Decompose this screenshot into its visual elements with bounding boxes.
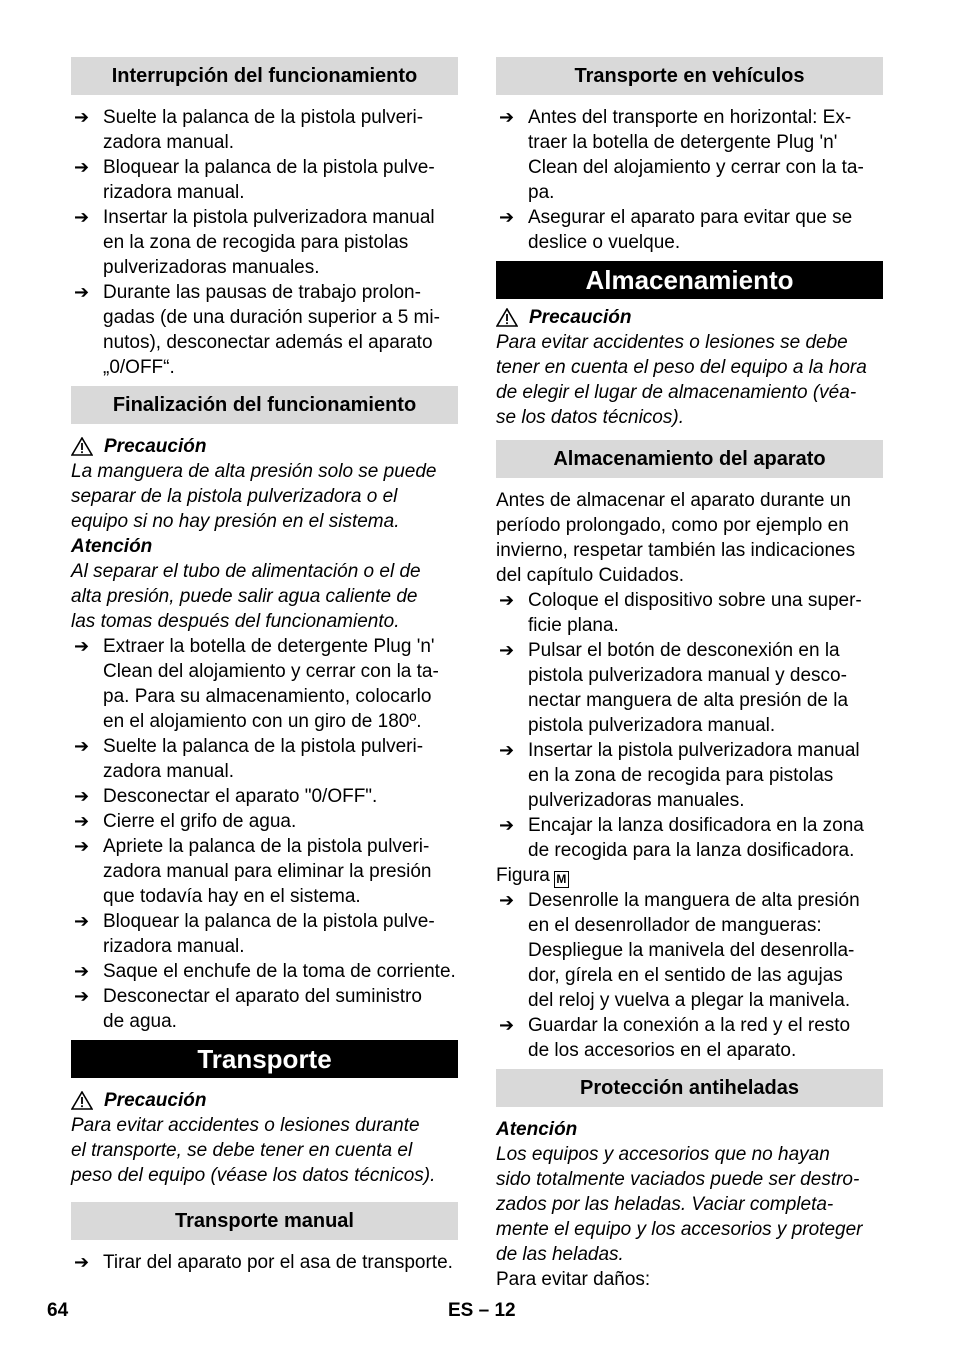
list-item-text: Extraer la botella de detergente Plug 'n' Clean del alojamiento y cerrar con la ta- pa. Para su almacenamiento, colocarlo en el alojamiento con un giro de 180º.	[103, 636, 439, 732]
caution-label: Precaución	[104, 436, 207, 457]
list-item-text: Antes del transporte en horizontal: Ex- traer la botella de detergente Plug 'n' Clean del alojamiento y cerrar con la ta- pa.	[528, 107, 864, 203]
list-item	[496, 205, 883, 255]
attention-text: Al separar el tubo de alimentación o el de alta presión, puede salir agua caliente de las tomas después del funcionamiento.	[71, 561, 421, 632]
attention-text: Los equipos y accesorios que no hayan sido totalmente vaciados puede ser destro- zados por las heladas. Vaciar completa- mente el equipo y los accesorios y proteger de las heladas.	[496, 1144, 863, 1265]
list-item	[71, 809, 458, 834]
right-column	[496, 57, 883, 1292]
caution-text: Para evitar accidentes o lesiones se debe tener en cuenta el peso del equipo a la hora de elegir el lugar de almacenamiento (véa- se los datos técnicos).	[496, 332, 867, 428]
warning-triangle-icon	[71, 437, 93, 456]
list-item-text: Desconectar el aparato "0/OFF".	[103, 786, 378, 807]
heading-almacenamiento: Almacenamiento	[496, 261, 883, 299]
arrow-right-icon: ➔	[499, 640, 515, 661]
list-item-text: Suelte la palanca de la pistola pulveri- zadora manual.	[103, 736, 424, 782]
list-item-text: Desconectar el aparato del suministro de agua.	[103, 986, 422, 1032]
arrow-right-icon: ➔	[74, 157, 90, 178]
figure-label: Figura	[496, 865, 550, 886]
list-item	[496, 1013, 883, 1063]
list-item	[496, 588, 883, 638]
list-item-text: Tirar del aparato por el asa de transporte.	[103, 1252, 453, 1273]
arrow-right-icon: ➔	[499, 590, 515, 611]
list-almacenamiento-b	[496, 888, 883, 1063]
list-item-text: Guardar la conexión a la red y el resto de los accesorios en el aparato.	[528, 1015, 851, 1061]
warning-triangle-icon	[71, 1091, 93, 1110]
heading-interrupcion: Interrupción del funcionamiento	[71, 57, 458, 95]
list-transporte-manual	[71, 1250, 458, 1275]
arrow-right-icon: ➔	[74, 986, 90, 1007]
list-item-text: Asegurar el aparato para evitar que se deslice o vuelque.	[528, 207, 853, 253]
arrow-right-icon: ➔	[74, 961, 90, 982]
arrow-right-icon: ➔	[499, 207, 515, 228]
caution-transporte	[71, 1088, 458, 1113]
list-item	[71, 1250, 458, 1275]
figure-reference	[496, 863, 883, 888]
attention-label: Atención	[71, 536, 153, 557]
caution-label: Precaución	[529, 307, 632, 328]
list-finalizacion	[71, 634, 458, 1034]
arrow-right-icon: ➔	[74, 207, 90, 228]
arrow-right-icon: ➔	[499, 107, 515, 128]
heading-transporte-manual: Transporte manual	[71, 1202, 458, 1240]
list-item-text: Encajar la lanza dosificadora en la zona de recogida para la lanza dosificadora.	[528, 815, 864, 861]
heading-transporte: Transporte	[71, 1040, 458, 1078]
heading-finalizacion: Finalización del funcionamiento	[71, 386, 458, 424]
arrow-right-icon: ➔	[74, 811, 90, 832]
warning-triangle-icon	[496, 308, 518, 327]
list-item	[71, 734, 458, 784]
list-transporte-vehiculos	[496, 105, 883, 255]
list-item	[496, 888, 883, 1013]
caution-text: La manguera de alta presión solo se puede separar de la pistola pulverizadora o el equipo si no hay presión en el sistema.	[71, 461, 437, 532]
language-page-number: ES – 12	[448, 1300, 516, 1321]
list-item-text: Insertar la pistola pulverizadora manual en la zona de recogida para pistolas pulverizadoras manuales.	[103, 207, 435, 278]
arrow-right-icon: ➔	[74, 1252, 90, 1273]
caution-finalizacion	[71, 434, 458, 459]
attention-label: Atención	[496, 1119, 578, 1140]
list-item-text: Apriete la palanca de la pistola pulveri- zadora manual para eliminar la presión que todavía hay en el sistema.	[103, 836, 432, 907]
heading-almacenamiento-aparato: Almacenamiento del aparato	[496, 440, 883, 478]
list-item	[71, 280, 458, 380]
page-number: 64	[47, 1300, 69, 1321]
list-item	[71, 909, 458, 959]
list-item-text: Insertar la pistola pulverizadora manual en la zona de recogida para pistolas pulverizadoras manuales.	[528, 740, 860, 811]
list-item	[496, 738, 883, 813]
list-interrupcion	[71, 105, 458, 380]
arrow-right-icon: ➔	[499, 1015, 515, 1036]
list-item-text: Bloquear la palanca de la pistola pulve- rizadora manual.	[103, 157, 435, 203]
arrow-right-icon: ➔	[74, 282, 90, 303]
figure-letter: M	[554, 871, 569, 888]
arrow-right-icon: ➔	[499, 815, 515, 836]
list-item-text: Saque el enchufe de la toma de corriente.	[103, 961, 456, 982]
left-column	[71, 57, 458, 1275]
list-item-text: Coloque el dispositivo sobre una super- ficie plana.	[528, 590, 862, 636]
list-item-text: Suelte la palanca de la pistola pulveri- zadora manual.	[103, 107, 424, 153]
list-item	[496, 813, 883, 863]
arrow-right-icon: ➔	[74, 636, 90, 657]
arrow-right-icon: ➔	[499, 740, 515, 761]
list-item	[496, 105, 883, 205]
list-item	[71, 205, 458, 280]
list-item	[71, 959, 458, 984]
after-text: Para evitar daños:	[496, 1269, 651, 1290]
list-item	[496, 638, 883, 738]
list-item	[71, 784, 458, 809]
caution-almacenamiento	[496, 305, 883, 330]
list-item	[71, 834, 458, 909]
arrow-right-icon: ➔	[499, 890, 515, 911]
caution-label: Precaución	[104, 1090, 207, 1111]
list-item	[71, 105, 458, 155]
heading-proteccion-antiheladas: Protección antiheladas	[496, 1069, 883, 1107]
heading-transporte-vehiculos: Transporte en vehículos	[496, 57, 883, 95]
list-almacenamiento-a	[496, 588, 883, 863]
list-item-text: Pulsar el botón de desconexión en la pistola pulverizadora manual y desco- nectar manguera de alta presión de la pistola pulverizadora manual.	[528, 640, 849, 736]
caution-text: Para evitar accidentes o lesiones durante el transporte, se debe tener en cuenta el peso del equipo (véase los datos técnicos).	[71, 1115, 436, 1186]
list-item-text: Bloquear la palanca de la pistola pulve- rizadora manual.	[103, 911, 435, 957]
list-item	[71, 155, 458, 205]
arrow-right-icon: ➔	[74, 836, 90, 857]
list-item-text: Cierre el grifo de agua.	[103, 811, 297, 832]
arrow-right-icon: ➔	[74, 911, 90, 932]
intro-paragraph: Antes de almacenar el aparato durante un período prolongado, como por ejemplo en invierno, respetar también las indicaciones del capítulo Cuidados.	[496, 490, 856, 586]
list-item	[71, 634, 458, 734]
arrow-right-icon: ➔	[74, 786, 90, 807]
list-item	[71, 984, 458, 1034]
list-item-text: Durante las pausas de trabajo prolon- gadas (de una duración superior a 5 mi- nutos), desconectar además el aparato „0/OFF“.	[103, 282, 440, 378]
list-item-text: Desenrolle la manguera de alta presión en el desenrollador de mangueras: Despliegue la manivela del desenrolla- dor, gírela en el sentido de las agujas del reloj y vuelva a plegar la manivela.	[528, 890, 860, 1011]
arrow-right-icon: ➔	[74, 736, 90, 757]
arrow-right-icon: ➔	[74, 107, 90, 128]
